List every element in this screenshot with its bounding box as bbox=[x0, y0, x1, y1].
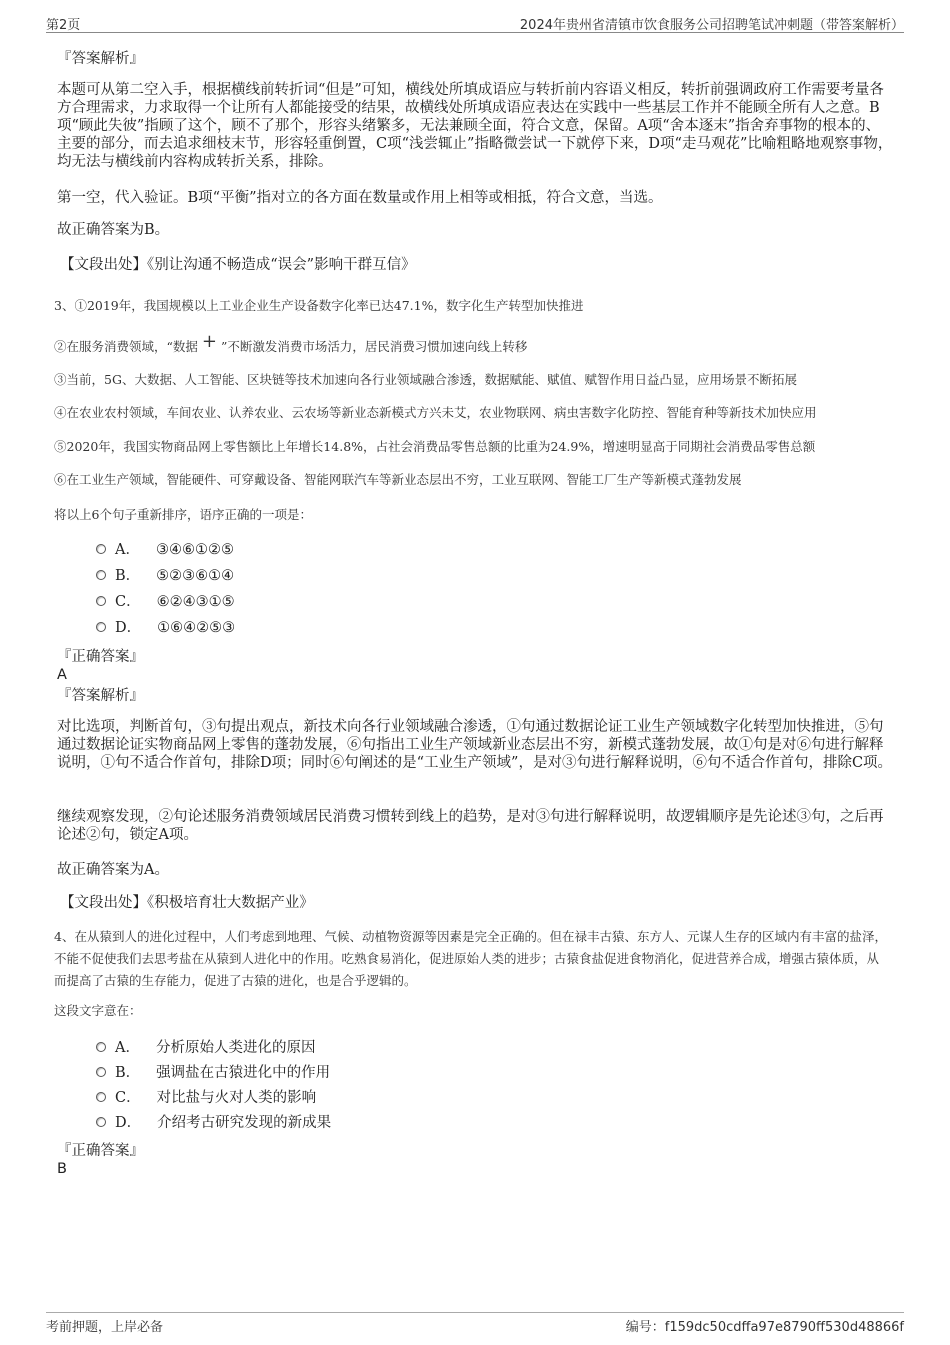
q3-analysis-label: 『答案解析』 bbox=[57, 688, 144, 704]
radio-icon[interactable] bbox=[96, 1042, 106, 1052]
q3-answer-label: 『正确答案』 bbox=[57, 649, 144, 665]
q3-source: 【文段出处】《积极培育壮大数据产业》 bbox=[60, 895, 314, 911]
option-text: ①⑥④②⑤③ bbox=[157, 620, 236, 636]
radio-icon[interactable] bbox=[96, 1117, 106, 1127]
q4-option-a[interactable] bbox=[96, 1039, 315, 1057]
q3-option-a[interactable] bbox=[96, 541, 234, 559]
q4-passage: 4、在从猿到人的进化过程中，人们考虑到地理、气候、动植物资源等因素是完全正确的。但在禄丰古猿、东方人、元谋人生存的区域内有丰富的盐泽，不能不促使我们去思考盐在从猿到人进化中的作用。吃熟食易消化，促进原始人类的进步；古猿食盐促进食物消化，促进营养合成，增强古猿体质，从而提高了古猿的生存能力，促进了古猿的进化，也是合乎逻辑的。 bbox=[54, 929, 887, 988]
q3-sentence-1: 3、①2019年，我国规模以上工业企业生产设备数字化率已达47.1%，数字化生产转型加快推进 bbox=[54, 298, 584, 313]
option-letter: A． bbox=[115, 542, 140, 558]
q3-sentence-5: ⑤2020年，我国实物商品网上零售额比上年增长14.8%，占社会消费品零售总额的比重为24.9%，增速明显高于同期社会消费品零售总额 bbox=[54, 439, 816, 454]
analysis-label-q2: 『答案解析』 bbox=[57, 51, 144, 67]
analysis-paragraph-q2-2: 第一空，代入验证。B项“平衡”指对立的各方面在数量或作用上相等或相抵，符合文意，当选。 bbox=[57, 190, 663, 206]
q4-answer-label: 『正确答案』 bbox=[57, 1143, 144, 1159]
q3-sentence-2 bbox=[54, 331, 890, 358]
q3-sentence-2-part-a: ②在服务消费领域，“数据 bbox=[54, 339, 198, 354]
option-letter: B． bbox=[115, 568, 141, 584]
radio-icon[interactable] bbox=[96, 1067, 106, 1077]
option-letter: D． bbox=[115, 1115, 142, 1131]
q4-answer: B bbox=[57, 1161, 67, 1177]
plus-symbol: + bbox=[201, 331, 217, 352]
q3-analysis-paragraph-1: 对比选项，判断首句，③句提出观点，新技术向各行业领域融合渗透，①句通过数据论证工业生产领域数字化转型加快推进，⑤句通过数据论证实物商品网上零售的蓬勃发展，⑥句指出工业生产领域新业态层出不穷，新模式蓬勃发展，故①句是对⑥句进行解释说明，①句不适合作首句，排除D项；同时⑥句阐述的是“工业生产领域”，是对③句进行解释说明，⑥句不适合作首句，排除C项。 bbox=[57, 719, 893, 771]
option-text: ③④⑥①②⑤ bbox=[155, 542, 234, 558]
option-text: 对比盐与火对人类的影响 bbox=[156, 1090, 317, 1106]
document-title: 2024年贵州省清镇市饮食服务公司招聘笔试冲刺题（带答案解析） bbox=[519, 18, 904, 33]
radio-icon[interactable] bbox=[96, 596, 106, 606]
q4-option-d[interactable] bbox=[96, 1114, 331, 1132]
page-number: 第2页 bbox=[46, 18, 81, 33]
footer-slogan: 考前押题，上岸必备 bbox=[46, 1320, 164, 1335]
option-text: ⑤②③⑥①④ bbox=[156, 568, 235, 584]
q3-option-b[interactable] bbox=[96, 567, 234, 585]
q3-stem: 将以上6个句子重新排序，语序正确的一项是： bbox=[54, 507, 312, 522]
option-text: 强调盐在古猿进化中的作用 bbox=[156, 1065, 331, 1081]
q3-answer: A bbox=[57, 667, 67, 683]
q3-sentence-2-part-b: ”不断激发消费市场活力，居民消费习惯加速向线上转移 bbox=[220, 339, 528, 354]
q3-sentence-3: ③当前，5G、大数据、人工智能、区块链等技术加速向各行业领域融合渗透，数据赋能、赋值、赋智作用日益凸显，应用场景不断拓展 bbox=[54, 372, 797, 387]
option-text: 分析原始人类进化的原因 bbox=[155, 1040, 316, 1056]
option-letter: C． bbox=[115, 594, 141, 610]
option-letter: D． bbox=[115, 620, 142, 636]
option-letter: A． bbox=[115, 1040, 140, 1056]
radio-icon[interactable] bbox=[96, 622, 106, 632]
option-letter: B． bbox=[115, 1065, 141, 1081]
analysis-paragraph-q2-3: 故正确答案为B。 bbox=[57, 222, 170, 238]
q3-option-d[interactable] bbox=[96, 619, 235, 637]
q3-sentence-4: ④在农业农村领域，车间农业、认养农业、云农场等新业态新模式方兴未艾，农业物联网、病虫害数字化防控、智能育种等新技术加快应用 bbox=[54, 405, 817, 420]
q4-option-c[interactable] bbox=[96, 1089, 316, 1107]
document-code: 编号：f159dc50cdffa97e8790ff530d48866f bbox=[625, 1320, 904, 1335]
option-letter: C． bbox=[115, 1090, 141, 1106]
page-footer bbox=[46, 1312, 904, 1335]
radio-icon[interactable] bbox=[96, 544, 106, 554]
analysis-paragraph-q2-1: 本题可从第二空入手，根据横线前转折词“但是”可知，横线处所填成语应与转折前内容语义相反，转折前强调政府工作需要考量各方合理需求，力求取得一个让所有人都能接受的结果，故横线处所填成语应表达在实践中一些基层工作并不能顾全所有人之意。B项“顾此失彼”指顾了这个，顾不了那个，形容头绪繁多，无法兼顾全面，符合文意，保留。A项“舍本逐末”指舍弃事物的根本的、主要的部分，而去追求细枝末节，形容轻重倒置，C项“浅尝辄止”指略微尝试一下就停下来，D项“走马观花”比喻粗略地观察事物，均无法与横线前内容构成转折关系，排除。 bbox=[57, 82, 893, 170]
q4-stem: 这段文字意在： bbox=[54, 1003, 142, 1018]
q3-option-c[interactable] bbox=[96, 593, 235, 611]
q4-option-b[interactable] bbox=[96, 1064, 330, 1082]
radio-icon[interactable] bbox=[96, 1092, 106, 1102]
q3-analysis-paragraph-3: 故正确答案为A。 bbox=[57, 862, 169, 878]
source-q2: 【文段出处】《别让沟通不畅造成“误会”影响干群互信》 bbox=[60, 257, 416, 273]
radio-icon[interactable] bbox=[96, 570, 106, 580]
page-header bbox=[46, 10, 904, 33]
option-text: ⑥②④③①⑤ bbox=[156, 594, 235, 610]
q3-sentence-6: ⑥在工业生产领域，智能硬件、可穿戴设备、智能网联汽车等新业态层出不穷，工业互联网、智能工厂生产等新模式蓬勃发展 bbox=[54, 472, 742, 487]
q3-analysis-paragraph-2: 继续观察发现，②句论述服务消费领域居民消费习惯转到线上的趋势，是对③句进行解释说明，故逻辑顺序是先论述③句，之后再论述②句，锁定A项。 bbox=[57, 809, 884, 843]
option-text: 介绍考古研究发现的新成果 bbox=[157, 1115, 332, 1131]
